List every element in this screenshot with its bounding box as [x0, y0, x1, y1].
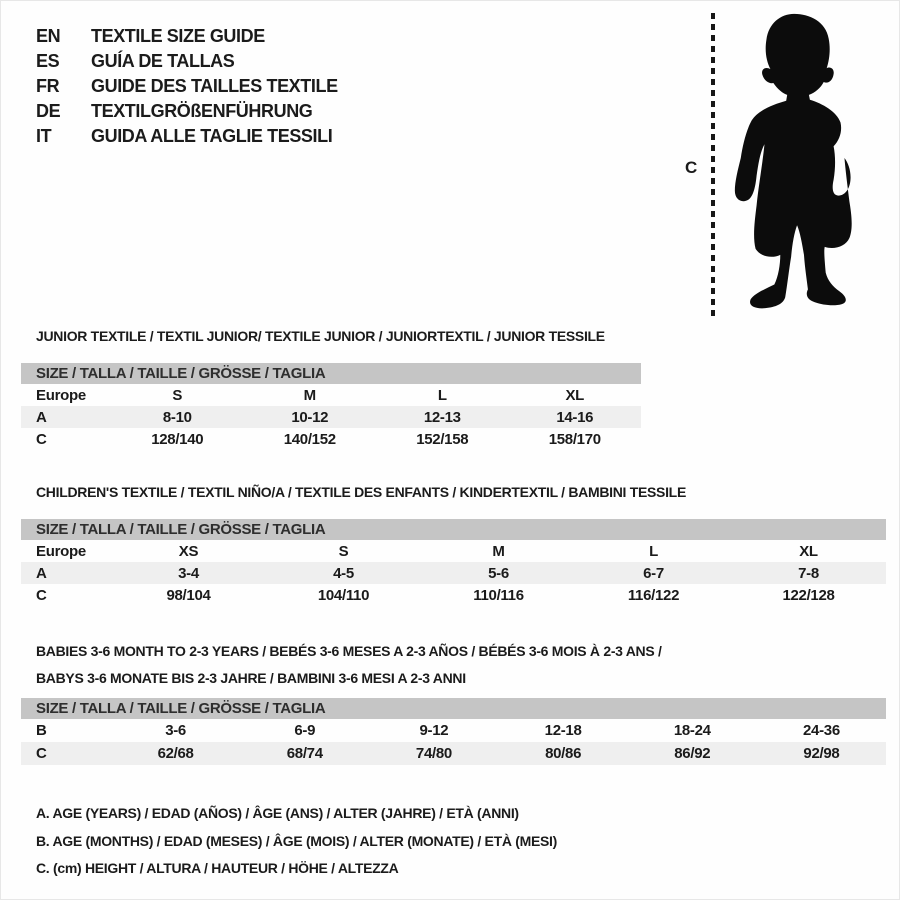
language-code: FR	[36, 76, 60, 96]
language-row-it	[36, 124, 338, 149]
table-cell: 12-13	[423, 408, 461, 426]
table-cell: 6-7	[643, 564, 664, 582]
table-cell: 9-12	[419, 722, 449, 739]
table-cell: 18-24	[673, 722, 711, 739]
legend-line-c: C. (cm) HEIGHT / ALTURA / HAUTEUR / HÖHE / ALTEZZA	[36, 860, 399, 876]
height-measure-label: C	[685, 158, 698, 177]
table-cell: 104/110	[317, 586, 370, 604]
table-cell: XS	[178, 542, 199, 560]
table-cell: 8-10	[162, 408, 192, 426]
language-code: DE	[36, 101, 61, 121]
size-table-junior	[21, 363, 641, 450]
section-junior-heading: JUNIOR TEXTILE / TEXTIL JUNIOR/ TEXTILE JUNIOR / JUNIORTEXTIL / JUNIOR TESSILE	[36, 328, 605, 344]
section-babies-heading-line2: BABYS 3-6 MONATE BIS 2-3 JAHRE / BAMBINI 3-6 MESI A 2-3 ANNI	[36, 670, 466, 686]
language-title: GUIDE DES TAILLES TEXTILE	[91, 76, 338, 96]
size-header-bar: SIZE / TALLA / TAILLE / GRÖSSE / TAGLIA	[21, 363, 641, 384]
legend-line-b: B. AGE (MONTHS) / EDAD (MESES) / ÂGE (MOIS) / ALTER (MONATE) / ETÀ (MESI)	[36, 832, 557, 849]
row-label: C	[36, 430, 47, 448]
table-row	[21, 719, 886, 742]
section-babies-heading	[36, 638, 662, 692]
section-children-heading: CHILDREN'S TEXTILE / TEXTIL NIÑO/A / TEXTILE DES ENFANTS / KINDERTEXTIL / BAMBINI TESSILE	[36, 484, 686, 500]
language-title: TEXTILGRÖßENFÜHRUNG	[91, 101, 313, 121]
table-cell: XL	[799, 542, 818, 560]
table-cell: 62/68	[157, 745, 194, 762]
table-cell: L	[437, 386, 447, 404]
table-row	[21, 428, 641, 450]
row-label: A	[36, 408, 47, 426]
table-row	[21, 584, 886, 606]
row-label: C	[36, 745, 47, 762]
row-label: C	[36, 586, 47, 604]
row-label: Europe	[36, 386, 86, 404]
table-row	[21, 742, 886, 765]
size-table-babies	[21, 698, 886, 765]
table-cell: 4-5	[333, 564, 354, 582]
table-cell: 128/140	[151, 430, 204, 448]
table-cell: L	[649, 542, 658, 560]
language-code: ES	[36, 51, 60, 71]
table-cell: 140/152	[283, 430, 336, 448]
table-cell: 86/92	[674, 745, 711, 762]
table-cell: 74/80	[415, 745, 452, 762]
size-header-bar: SIZE / TALLA / TAILLE / GRÖSSE / TAGLIA	[21, 698, 886, 719]
table-row	[21, 384, 641, 406]
language-row-en	[36, 24, 338, 49]
table-cell: 12-18	[544, 722, 582, 739]
height-dotted-line	[711, 13, 715, 319]
table-cell: 110/116	[473, 586, 524, 604]
row-label: A	[36, 564, 47, 582]
table-cell: 3-6	[165, 722, 186, 739]
table-cell: 14-16	[556, 408, 594, 426]
table-cell: 68/74	[286, 745, 323, 762]
table-cell: 3-4	[178, 564, 199, 582]
table-cell: 5-6	[488, 564, 509, 582]
language-row-fr	[36, 74, 338, 99]
table-cell: 122/128	[782, 586, 835, 604]
language-row-de	[36, 99, 338, 124]
language-title: TEXTILE SIZE GUIDE	[91, 26, 265, 46]
legend-line-a: A. AGE (YEARS) / EDAD (AÑOS) / ÂGE (ANS) / ALTER (JAHRE) / ETÀ (ANNI)	[36, 805, 519, 821]
section-babies-heading-line1: BABIES 3-6 MONTH TO 2-3 YEARS / BEBÉS 3-6 MESES A 2-3 AÑOS / BÉBÉS 3-6 MOIS À 2-3 ANS /	[36, 643, 662, 659]
size-header-bar: SIZE / TALLA / TAILLE / GRÖSSE / TAGLIA	[21, 519, 886, 540]
language-title-list	[36, 24, 338, 149]
language-row-es	[36, 49, 338, 74]
table-cell: S	[338, 542, 349, 560]
table-row	[21, 562, 886, 584]
table-cell: 80/86	[545, 745, 582, 762]
language-code: EN	[36, 26, 61, 46]
table-cell: 98/104	[166, 586, 211, 604]
row-label: B	[36, 722, 47, 739]
table-cell: M	[303, 386, 316, 404]
table-cell: S	[172, 386, 183, 404]
legend	[36, 800, 557, 883]
table-cell: M	[492, 542, 505, 560]
table-cell: XL	[565, 386, 585, 404]
baby-silhouette-icon	[723, 11, 881, 314]
size-table-children	[21, 519, 886, 606]
language-title: GUIDA ALLE TAGLIE TESSILI	[91, 126, 333, 146]
language-title: GUÍA DE TALLAS	[91, 51, 235, 71]
table-cell: 10-12	[291, 408, 329, 426]
table-cell: 7-8	[798, 564, 819, 582]
table-cell: 92/98	[803, 745, 840, 762]
language-code: IT	[36, 126, 52, 146]
table-cell: 6-9	[294, 722, 316, 739]
table-cell: 158/170	[548, 430, 601, 448]
table-row	[21, 406, 641, 428]
table-cell: 24-36	[803, 722, 840, 739]
row-label: Europe	[36, 542, 86, 560]
table-cell: 116/122	[627, 586, 680, 604]
table-cell: 152/158	[416, 430, 469, 448]
table-row	[21, 540, 886, 562]
